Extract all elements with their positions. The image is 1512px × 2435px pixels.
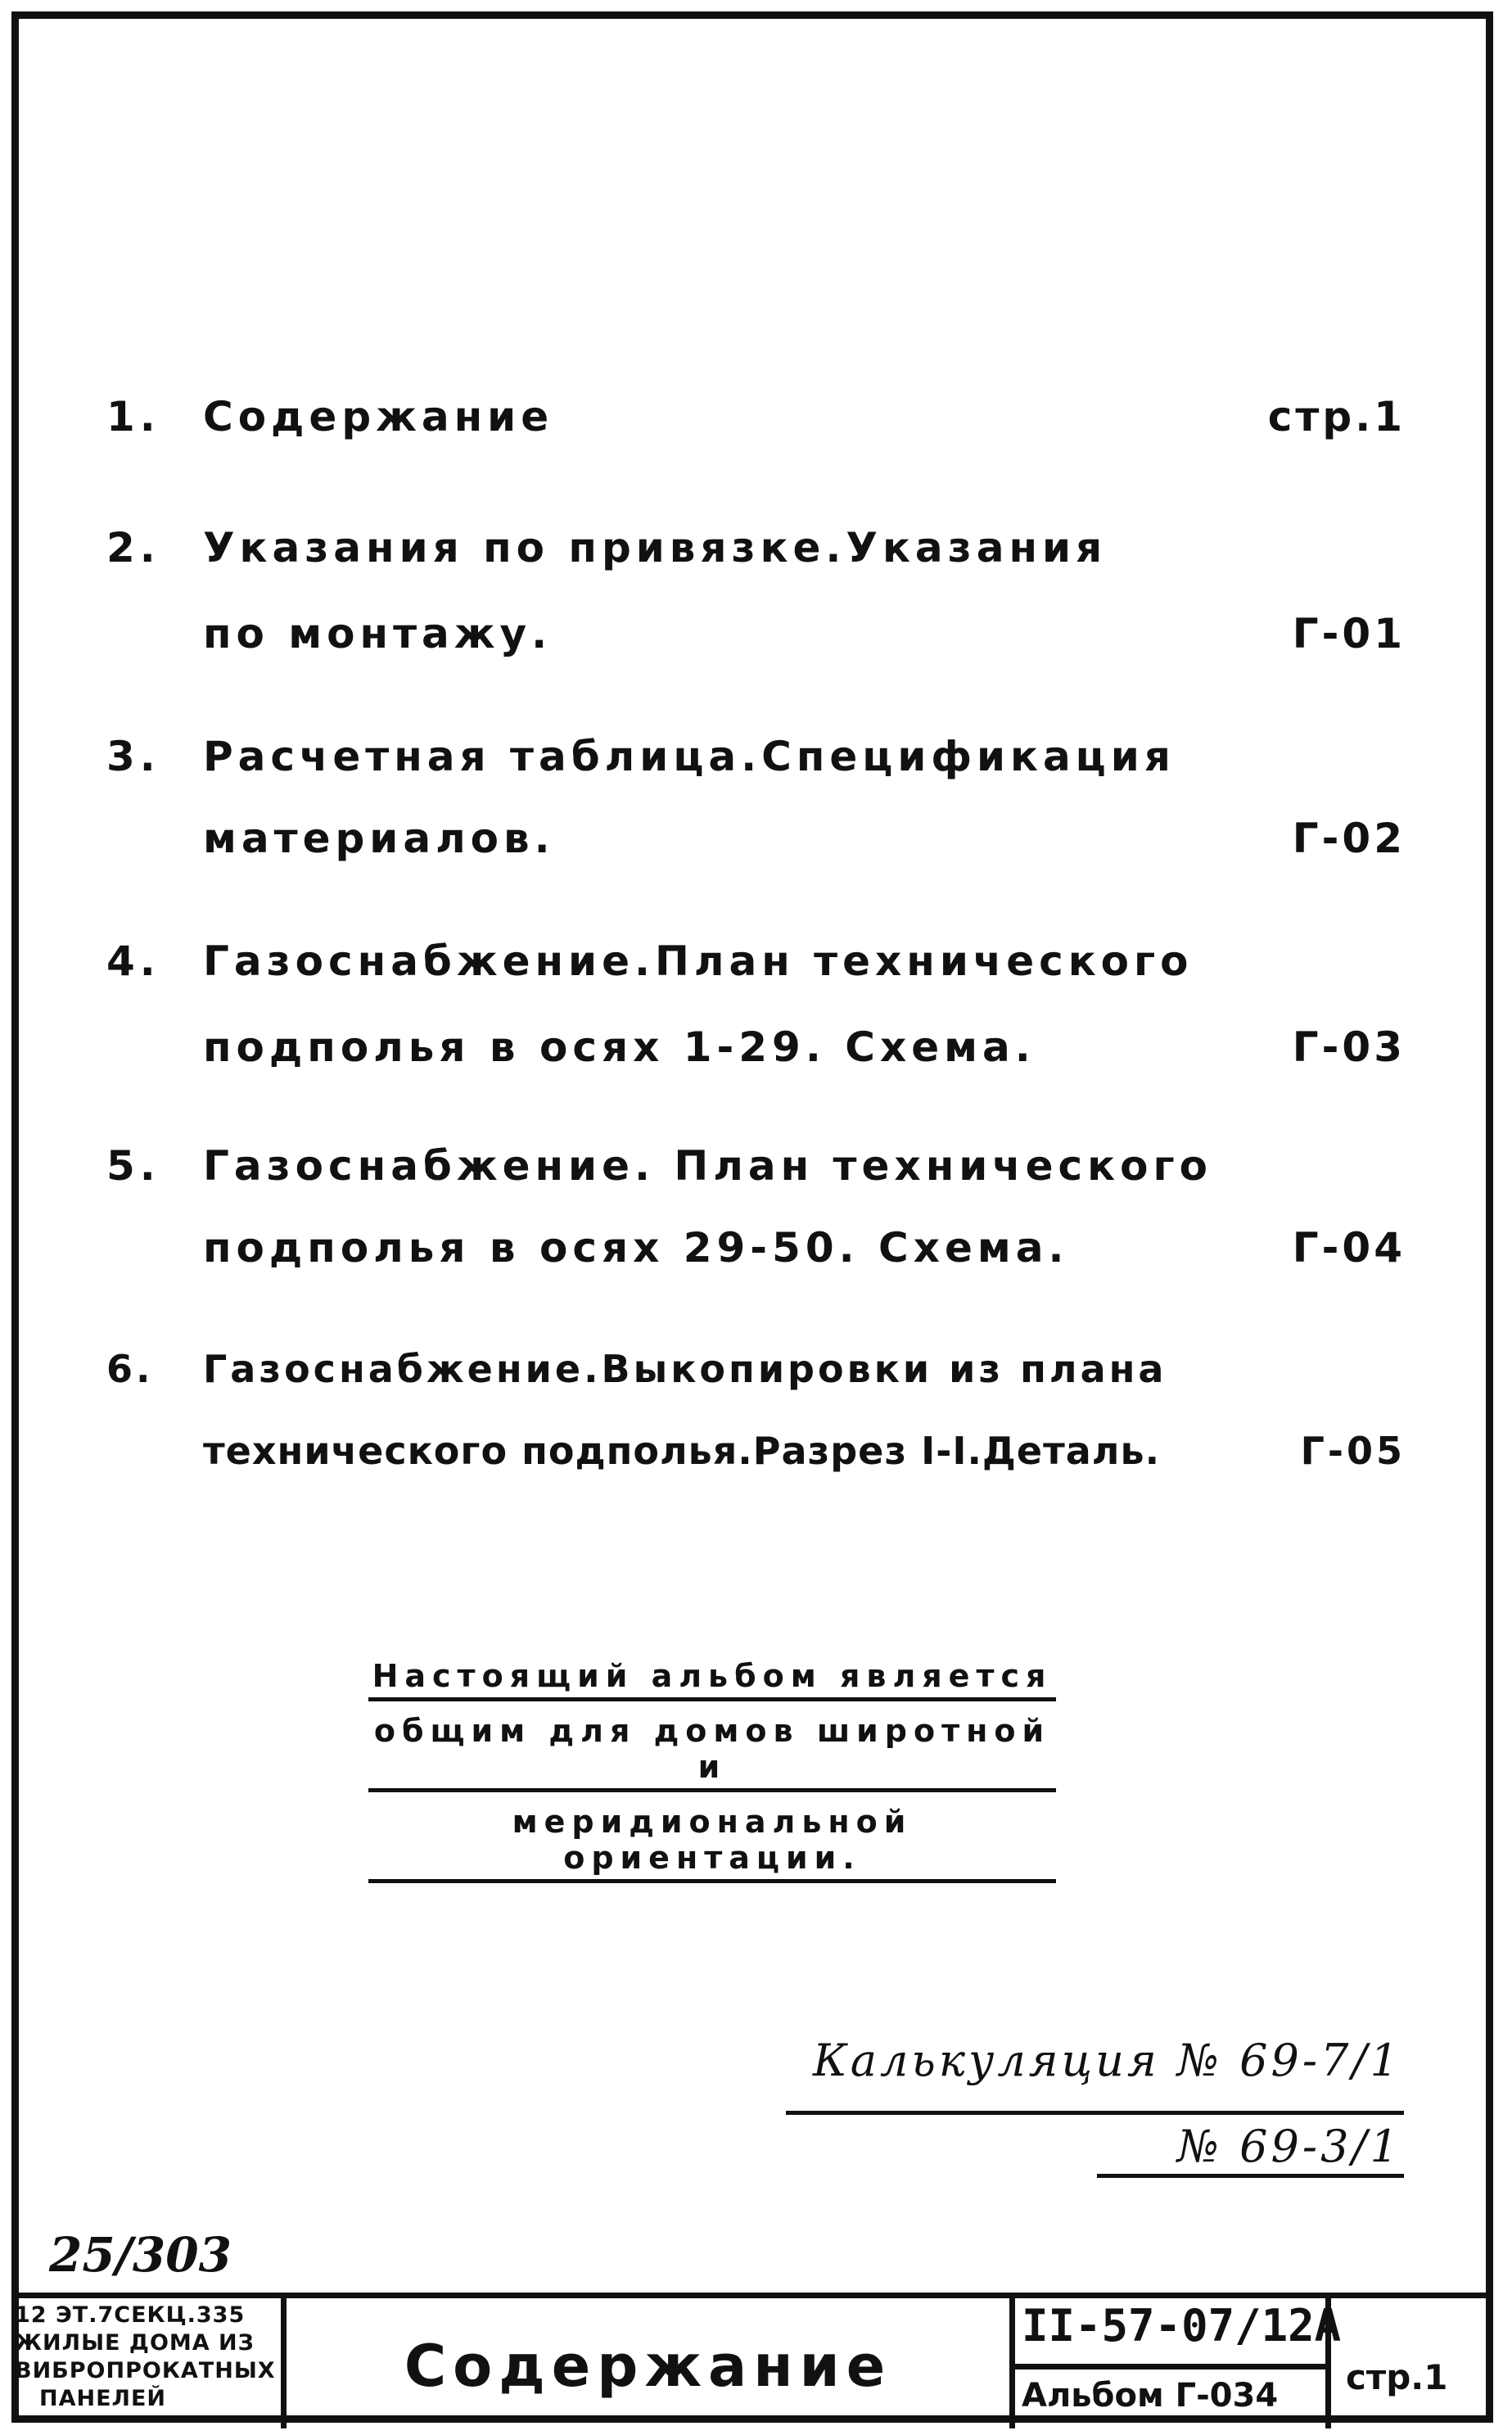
sheet-number: стр.1 [1346,2357,1448,2397]
toc-item-number: 2. [106,524,160,571]
toc-item-page: Г-03 [1292,1023,1406,1071]
title-block-project [11,2298,287,2428]
toc-item-text: Газоснабжение. План технического [203,1142,1212,1190]
title-block [11,2293,1493,2428]
toc-item-text: подполья в осях 29-50. Схема. [203,1224,1069,1272]
toc-item-text: Газоснабжение.План технического [203,937,1194,985]
project-line: 12 ЭТ.7СЕКЦ.335 [15,2302,246,2328]
toc-item-text: Газоснабжение.Выкопировки из плана [203,1347,1167,1391]
toc-item-text: Расчетная таблица.Спецификация [203,733,1176,780]
toc-item-page: Г-05 [1300,1429,1406,1473]
archive-number: 25/303 [49,2227,232,2283]
album-note-line: общим для домов широтной и [368,1713,1056,1792]
toc-item-page: Г-01 [1292,610,1406,657]
album-note-line: Настоящий альбом является [368,1658,1056,1701]
title-block-sheet [1331,2298,1493,2428]
project-line: ВИБРОПРОКАТНЫХ [15,2358,276,2383]
toc-item-text: по монтажу. [203,610,553,657]
calculation-underline-1 [786,2111,1404,2115]
album-note-line: меридиональной ориентации. [368,1804,1056,1883]
album-note [368,1658,1056,1895]
project-line: ПАНЕЛЕЙ [39,2386,166,2411]
album-code: Альбом Г-034 [1022,2377,1279,2415]
toc-item-number: 4. [106,937,160,985]
toc-item-text: Указания по привязке.Указания [203,524,1108,571]
calculation-line-1: Калькуляция № 69-7/1 [813,2035,1401,2086]
toc-item-number: 6. [106,1347,154,1391]
calculation-underline-2 [1097,2174,1404,2178]
toc-item-text: материалов. [203,815,555,862]
toc-item-number: 1. [106,393,160,440]
toc-item-text: технического подполья.Разрез I-I.Деталь. [203,1429,1161,1473]
toc-item-page: Г-02 [1292,815,1406,862]
series-code: II-57-07/12А [1022,2300,1342,2351]
code-divider [1015,2364,1325,2369]
calculation-line-2: № 69-3/1 [1176,2121,1401,2172]
toc-item-page: стр.1 [1267,393,1406,440]
toc-item-text: Содержание [203,393,554,440]
toc-item-number: 5. [106,1142,160,1190]
toc-item-number: 3. [106,733,160,780]
toc-item-page: Г-04 [1292,1224,1406,1272]
toc-item-text: подполья в осях 1-29. Схема. [203,1023,1036,1071]
title-block-name [287,2298,1015,2428]
title-block-code [1015,2298,1342,2428]
project-line: ЖИЛЫЕ ДОМА ИЗ [15,2330,255,2356]
sheet-title: Содержание [404,2333,892,2400]
